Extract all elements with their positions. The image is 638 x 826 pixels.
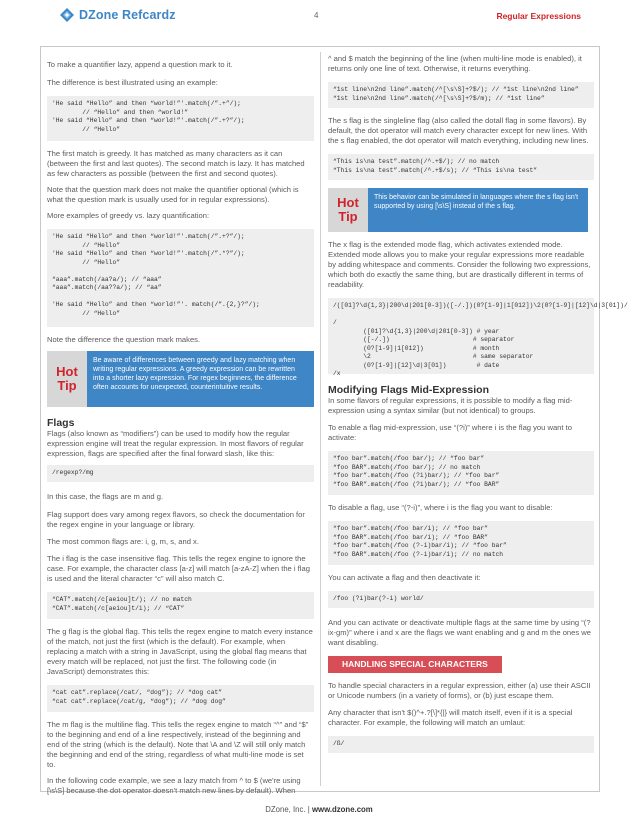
- code-block: /foo (?i)bar(?-i) world/: [328, 591, 594, 608]
- paragraph: Note that the question mark does not make the quantifier optional (which is what the question mark is usually used for in regular expressions).: [47, 185, 299, 204]
- paragraph: Flag support does vary among regex flavors, so check the documentation for the regex engine in your language or library.: [47, 510, 305, 529]
- hot-tip-box: [47, 351, 314, 407]
- logo-text: DZone Refcardz: [79, 8, 176, 22]
- hot-tip-text: This behavior can be simulated in languages where the s flag isn't supported by using [\s\S] instead of the s flag.: [368, 188, 588, 232]
- page-number: 4: [314, 11, 319, 20]
- paragraph: The s flag is the singleline flag (also called the dotall flag in some flavors). By default, the dot operator will match every character except for new lines. With the s flag enabled, the dot operator will match everything, including new lines.: [328, 116, 589, 145]
- paragraph: The most common flags are: i, g, m, s, and x.: [47, 537, 199, 546]
- code-block: “This is\na test”.match(/^.+$/); // no match “This is\na test”.match(/^.+$/s); // “This is\na test”: [328, 154, 594, 180]
- code-block: /([01]?\d{1,3}|200\d|201[0-3])([-/.])(0?[1-9]|1[012])\2(0?[1-9]|[12]\d|3[01])/ / ([01]?\d{1,3}|200\d|201[0-3]) # year ([-/.]) # separator (0?[1-9]|1[012]) # month \2 # same separator (0?[1-9]|[12]\d|3[01]) # date /x: [328, 298, 594, 374]
- paragraph: And you can activate or deactivate multiple flags at the same time by using “(?ix-gm)” where i and x are the flags we want enabling and g and m the ones we want disabling.: [328, 618, 591, 647]
- hot-tip-box: [328, 188, 588, 232]
- code-block: “cat cat”.replace(/cat/, “dog”); // “dog cat” “cat cat”.replace(/cat/g, “dog”); // “dog dog”: [47, 685, 314, 712]
- page-footer: [0, 805, 638, 814]
- dzone-logo-icon: [60, 8, 74, 22]
- paragraph: ^ and $ match the beginning of the line (when multi-line mode is enabled), it returns only one line of text. Otherwise, it returns everything.: [328, 54, 582, 73]
- hot-tip-label: Hot Tip: [328, 188, 368, 232]
- paragraph: The first match is greedy. It has matched as many characters as it can (between the first and last quotes). The second match is lazy. It has matched as few characters as possible (between the first and second quotes).: [47, 149, 305, 178]
- footer-company: DZone, Inc.: [265, 805, 306, 814]
- code-block: “CAT”.match(/c[aeiou]t/); // no match “CAT”.match(/c[aeiou]t/i); // “CAT”: [47, 592, 314, 619]
- paragraph: Note the difference the question mark makes.: [47, 335, 201, 344]
- paragraph: To enable a flag mid-expression, use “(?i)” where i is the flag you want to activate:: [328, 423, 572, 442]
- code-block: 'He said “Hello” and then “world!”'.match(/”.+?”/); // “Hello” 'He said “Hello” and then “world!”'.match(/”.*?”/); // “Hello” “aaa”.match(/aa?a/); // “aaa” “aaa”.match(/aa??a/); // “aa” 'He said “Hello” and then “world!”'. match(/”.{2,}?”/); // “Hello”: [47, 229, 314, 327]
- code-block: 'He said “Hello” and then “world!”'.match(/”.+”/); // “Hello” and then “world!” 'He said “Hello” and then “world!”'.match(/”.+?”/); // “Hello”: [47, 96, 314, 141]
- footer-url[interactable]: www.dzone.com: [311, 805, 373, 814]
- column-divider: [320, 52, 321, 786]
- flags-heading: Flags: [47, 417, 75, 429]
- header-title: Regular Expressions: [496, 11, 581, 21]
- paragraph: The i flag is the case insensitive flag. This tells the regex engine to ignore the case. For example, the character class [a-z] will match [a-zA-Z] when the i flag is used and the literal character “c” will also match C.: [47, 554, 310, 583]
- paragraph: More examples of greedy vs. lazy quantification:: [47, 211, 210, 220]
- paragraph: The g flag is the global flag. This tells the regex engine to match every instance of the match, not just the first (which is the default). For example, when replacing a match with a string in JavaScript, using the global flag means that every match will be replaced, not just the first. The following code (in JavaScript) demonstrates this:: [47, 627, 313, 676]
- paragraph: To handle special characters in a regular expression, either (a) use their ASCII or Unicode numbers (in a variety of forms), or (b) just escape them.: [328, 681, 591, 700]
- paragraph: The x flag is the extended mode flag, which activates extended mode. Extended mode allows you to make your regular expressions more readable by adding whitespace and comments. Consider the following two expressions, which both do exactly the same thing, but are drastically different in terms of readability.: [328, 240, 591, 289]
- code-block: /ß/: [328, 736, 594, 753]
- paragraph: Flags (also known as “modifiers”) can be used to modify how the regular expression engine will treat the regular expression. In most flavors of regular expression, flags are specified after the final forward slash, like this:: [47, 429, 304, 458]
- paragraph: To disable a flag, use “(?-i)”, where i is the flag you want to disable:: [328, 503, 553, 512]
- right-column: [328, 54, 628, 753]
- code-block: “1st line\n2nd line”.match(/^[\s\S]+?$/); // “1st line\n2nd line” “1st line\n2nd line”.match(/^[\s\S]+?$/m); // “1st line”: [328, 82, 594, 108]
- code-block: “foo bar”.match(/foo bar/); // “foo bar” “foo BAR”.match(/foo bar/); // no match “foo bar”.match(/foo (?i)bar/); // “foo bar” “foo BAR”.match(/foo (?i)bar/); // “foo BAR”: [328, 451, 594, 495]
- paragraph: You can activate a flag and then deactivate it:: [328, 573, 481, 582]
- paragraph: In some flavors of regular expressions, it is possible to modify a flag mid-expression using a syntax similar (but not identical) to groups.: [328, 396, 573, 415]
- code-block: /regexp?/mg: [47, 465, 314, 482]
- paragraph: The m flag is the multiline flag. This tells the regex engine to match “^” and “$” to the beginning and end of a line respectively, instead of the beginning and end of the string (which is the default). Note that \A and \Z will still only match the beginning and end of the string, regardless of what multi-line mode is set to.: [47, 720, 309, 769]
- dzone-logo[interactable]: [60, 8, 176, 22]
- modifying-flags-heading: Modifying Flags Mid-Expression: [328, 384, 490, 396]
- paragraph: Any character that isn't $()^+.?[\]*{|} will match itself, even if it is a special character. For example, the following will match an umlaut:: [328, 708, 573, 727]
- hot-tip-label: Hot Tip: [47, 351, 87, 407]
- page-header: [0, 0, 638, 30]
- paragraph: The difference is best illustrated using an example:: [47, 78, 218, 87]
- section-banner: HANDLING SPECIAL CHARACTERS: [328, 656, 502, 673]
- left-column: [47, 54, 314, 796]
- hot-tip-text: Be aware of differences between greedy and lazy matching when writing regular expressions. A greedy expression can be rewritten into a shorter lazy expression. For regex beginners, the difference often accounts for unexpected, counterintuitive results.: [87, 351, 314, 407]
- footer-separator: |: [307, 805, 310, 814]
- code-block: “foo bar”.match(/foo bar/i); // “foo bar” “foo BAR”.match(/foo bar/i); // “foo BAR” “foo bar”.match(/foo (?-i)bar/i); // “foo bar” “foo BAR”.match(/foo (?-i)bar/i); // no match: [328, 521, 594, 565]
- paragraph: To make a quantifier lazy, append a question mark to it.: [47, 60, 233, 69]
- paragraph: In the following code example, we see a lazy match from ^ to $ (we're using [\s\S] because the dot operator doesn't match new lines by default). When: [47, 776, 301, 795]
- paragraph: In this case, the flags are m and g.: [47, 492, 164, 501]
